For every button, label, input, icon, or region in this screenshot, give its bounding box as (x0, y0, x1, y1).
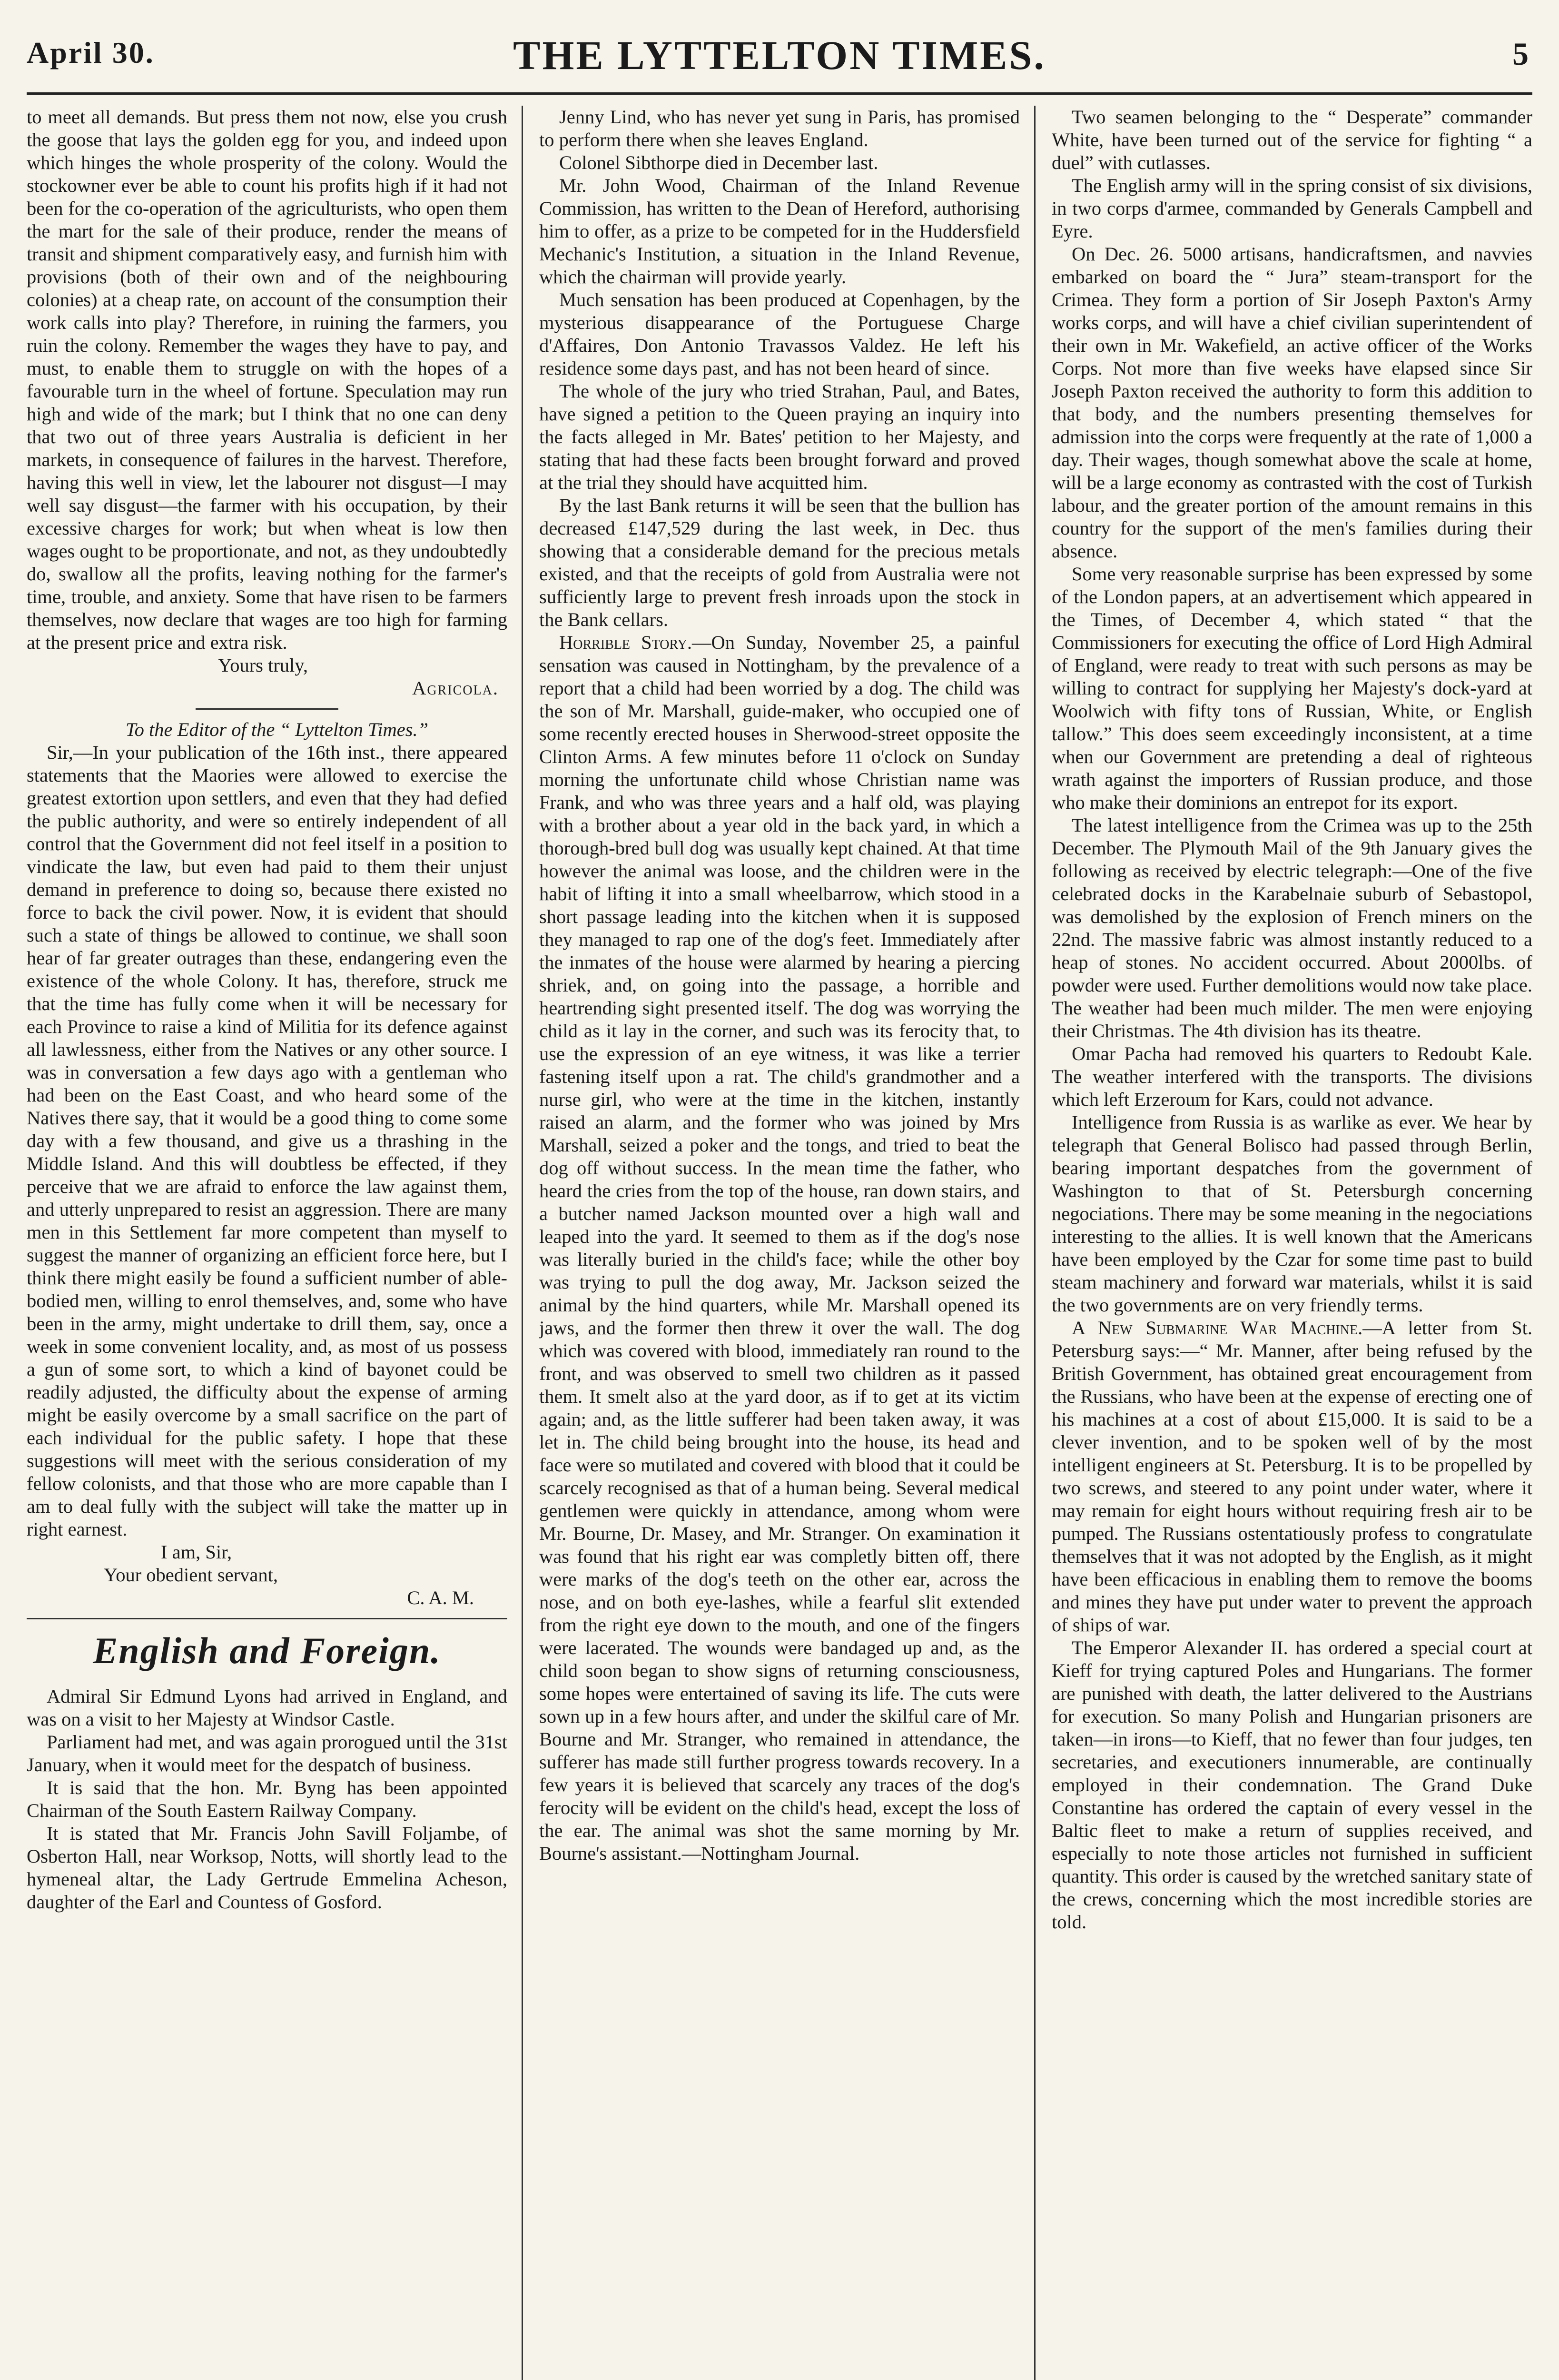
column-3 (1052, 106, 1532, 2380)
news-item: It is stated that Mr. Francis John Savill Foljambe, of Osberton Hall, near Worksop, Notts, will shortly lead to the hymeneal altar, the Lady Gertrude Emmelina Acheson, daughter of the Earl and Countess of Gosford. (27, 1823, 507, 1913)
story-heading: A New Submarine War Machine. (1072, 1317, 1363, 1339)
cam-closing: Your obedient servant, (104, 1564, 278, 1586)
news-item: Admiral Sir Edmund Lyons had arrived in England, and was on a visit to her Majesty at Windsor Castle. (27, 1686, 507, 1730)
column-2 (539, 106, 1020, 2380)
news-item: The Emperor Alexander II. has ordered a special court at Kieff for trying captured Poles and Hungarians. The former are punished with death, the latter delivered to the Austrians for execution. So many Polish and Hungarian prisoners are taken—in irons—to Kieff, that no fewer than four judges, ten secretaries, and executioners innumerable, are continually employed in their condemnation. The Grand Duke Constantine has ordered the captain of every vessel in the Baltic fleet to make a return of supplies received, and especially to note those articles not furnished in sufficient quantity. This order is caused by the wretched sanitary state of the crews, concerning which the most incredible stories are told. (1052, 1637, 1532, 1933)
cam-salutation: I am, Sir, (161, 1541, 232, 1563)
cam-letter: Sir,—In your publication of the 16th inst., there appeared statements that the Maories were allowed to exercise the greatest extortion upon settlers, and even that they had defied the public authority, and were so entirely independent of all control that the Government did not feel itself in a position to vindicate the law, but even had paid to them their unjust demand in preference to doing so, because there existed no force to back the civil power. Now, it is evident that should such a state of things be allowed to continue, we shall soon hear of far greater outrages than these, endangering even the existence of the whole Colony. It has, therefore, struck me that the time has fully come when it will be necessary for each Province to raise a kind of Militia for its defence against all lawlessness, either from the Natives or any other source. I was in conversation a few days ago with a gentleman who had been on the East Coast, and who heard some of the Natives there say, that it would be a good thing to come some day with a few thousand, and give us a thrashing in the Middle Island. And this will doubtless be effected, if they perceive that we are afraid to enforce the law against them, and utterly unprepared to resist an aggression. There are many men in this Settlement far more competent than myself to suggest the manner of organizing an efficient force here, but I think there might easily be found a sufficient number of able-bodied men, willing to enrol themselves, and, some who have been in the army, might undertake to drill them, say, once a week in some convenient locality, and, as most of us possess a gun of some sort, to which a kind of bayonet could be readily adjusted, the difficulty about the expense of arming might be easily overcome by a small sacrifice on the part of each individual for the public safety. I hope that these suggestions will meet with the serious consideration of my fellow colonists, and that those who are more capable than I am to deal fully with the subject will take the matter up in right earnest. (27, 742, 507, 1540)
column-rule-1 (522, 106, 523, 2380)
agricola-signature: Agricola. (412, 677, 499, 699)
page-number: 5 (1512, 36, 1529, 72)
issue-date: April 30. (27, 36, 155, 69)
news-item: Mr. John Wood, Chairman of the Inland Revenue Commission, has written to the Dean of Hereford, authorising him to offer, as a prize to be competed for in the Huddersfield Mechanic's Institution, a situation in the Inland Revenue, which the chairman will provide yearly. (539, 175, 1020, 288)
news-item: The latest intelligence from the Crimea was up to the 25th December. The Plymouth Mail of the 9th January gives the following as received by electric telegraph:—One of the five celebrated docks in the Karabelnaie suburb of Sebastopol, was demolished by the explosion of French miners on the 22nd. The massive fabric was almost instantly reduced to a heap of stones. No accident occurred. About 2000lbs. of powder were used. Further demolitions would now take place. The weather had been much milder. The men were enjoying their Christmas. The 4th division has its theatre. (1052, 814, 1532, 1041)
column-1 (27, 106, 507, 2380)
section-heading: English and Foreign. (93, 1630, 441, 1671)
agricola-letter-continuation: to meet all demands. But press them not now, else you crush the goose that lays the golden egg for you, and indeed upon which hinges the whole prosperity of the colony. Would the stockowner ever be able to count his profits high if it had not been for the co-operation of the agriculturists, who open them the mart for the sale of their produce, render the means of transit and shipment comparatively easy, and furnish him with provisions (both of their own and of the neighbouring colonies) at a cheap rate, on account of the consumption their work calls into play? Therefore, in ruining the farmers, you ruin the colony. Remember the wages they have to pay, and must, to enable them to struggle on with the hopes of a favourable turn in the wheel of fortune. Speculation may run high and wide of the mark; but I think that no one can deny that two out of three years Australia is deficient in her markets, in consequence of failures in the harvest. Therefore, having this well in view, let the labourer not disgust—I may well say disgust—the farmer with his occupation, by their excessive charges for work; but when wheat is low then wages ought to be proportionate, and not, as they undoubtedly do, swallow all the profits, leaving nothing for the farmer's time, trouble, and anxiety. Some that have risen to be farmers themselves, now declare that wages are too high for farming at the present price and extra risk. (27, 106, 507, 653)
news-item: By the last Bank returns it will be seen that the bullion has decreased £147,529 during the last week, in Dec. thus showing that a considerable demand for the precious metals existed, and that the receipts of gold from Australia were not sufficiently large to prevent fresh inroads upon the stock in the Bank cellars. (539, 495, 1020, 630)
news-item: Jenny Lind, who has never yet sung in Paris, has promised to perform there when she leaves England. (539, 106, 1020, 150)
news-item: Much sensation has been produced at Copenhagen, by the mysterious disappearance of the Portuguese Charge d'Affaires, Don Antonio Travassos Valdez. He left his residence some days past, and has not been heard of since. (539, 289, 1020, 379)
cam-signature: C. A. M. (407, 1587, 474, 1608)
news-item: The whole of the jury who tried Strahan, Paul, and Bates, have signed a petition to the Queen praying an inquiry into the facts alleged in Mr. Bates' petition to her Majesty, and stating that had these facts been brought forward and proved at the trial they should have acquitted him. (539, 380, 1020, 493)
story-body: —A letter from St. Petersburg says:—“ Mr. Manner, after being refused by the British Government, has obtained great encouragement from the Russians, who have been at the expense of erecting one of his machines at a cost of about £15,000. It is said to be a clever invention, and to be spoken well of by the most intelligent engineers at St. Petersburg. It is to be propelled by two screws, and steered to any point under water, where it may remain for eight hours without requiring fresh air to be pumped. The Russians ostentatiously profess to congratulate themselves that it was not adopted by the English, as it might have been efficacious in enabling them to remove the booms and mines they have put under water to prevent the approach of ships of war. (1052, 1317, 1532, 1636)
news-item: Some very reasonable surprise has been expressed by some of the London papers, at an advertisement which appeared in the Times, of December 4, which stated “ that the Commissioners for executing the office of Lord High Admiral of England, were ready to treat with such persons as may be willing to contract for supplying her Majesty's dock-yard at Woolwich with fifty tons of Russian, White, or English tallow.” This does seem exceedingly inconsistent, at a time when our Government are pretending a deal of righteous wrath against the importers of Russian produce, and those who make their dominions an entrepot for its export. (1052, 563, 1532, 813)
news-item: It is said that the hon. Mr. Byng has been appointed Chairman of the South Eastern Railway Company. (27, 1777, 507, 1821)
news-item: The English army will in the spring consist of six divisions, in two corps d'armee, commanded by Generals Campbell and Eyre. (1052, 175, 1532, 242)
news-item: Parliament had met, and was again prorogued until the 31st January, when it would meet for the despatch of business. (27, 1731, 507, 1775)
story-body: —On Sunday, November 25, a painful sensation was caused in Nottingham, by the prevalence of a report that a child had been worried by a dog. The child was the son of Mr. Marshall, guide-maker, who occupied one of some recently erected houses in Sherwood-street opposite the Clinton Arms. A few minutes before 11 o'clock on Sunday morning the unfortunate child whose Christian name was Frank, and who was three years and a half old, was playing with a brother about a year old in the back yard, in which a thorough-bred bull dog was usually kept chained. At that time however the animal was loose, and the children were in the habit of lifting it into a small wheelbarrow, which stood in a short passage leading into the kitchen when it is supposed they managed to rap one of the dog's feet. Immediately after the inmates of the house were alarmed by hearing a piercing shriek, and, on going into the passage, a horrible and heartrending sight presented itself. The dog was worrying the child as it lay in the corner, and such was its ferocity that, to use the expression of an eye witness, it was like a terrier fastening itself upon a rat. The child's grandmother and a nurse girl, who were at the time in the kitchen, instantly raised an alarm, and the former who was joined by Mrs Marshall, seized a poker and the tongs, and tried to beat the dog off without success. In the mean time the father, who heard the cries from the top of the house, ran down stairs, and a butcher named Jackson mounted over a high wall and leaped into the yard. It seemed to them as if the dog's nose was literally buried in the child's face; while the other boy was trying to pull the dog away, Mr. Jackson seized the animal by the hind quarters, while Mr. Marshall opened its jaws, and the former then threw it over the wall. The dog which was covered with blood, immediately ran round to the front, and was observed to smell two children as it passed them. It smelt also at the yard door, as if to get at its victim again; and, as the little sufferer had been taken away, it was let in. The child being brought into the house, its head and face were so mutilated and covered with blood that it could be scarcely recognised as that of a human being. Several medical gentlemen were quickly in attendance, among whom were Mr. Bourne, Dr. Masey, and Mr. Stranger. On examination it was found that his right ear was completly bitten off, there were marks of the dog's teeth on the other ear, across the nose, and on both eye-lashes, while a fearful slit extended from the right eye down to the mouth, and one of the fingers were lacerated. The wounds were bandaged up and, as the child soon began to show signs of returning consciousness, some hopes were entertained of saving its life. The cuts were sown up in a few hours after, and under the skilful care of Mr. Bourne and Mr. Stranger, who remained in attendance, the sufferer has made still further progress towards recovery. In a few years it is believed that scarcely any traces of the dog's ferocity will be evident on the child's head, except the loss of the ear. The animal was shot the same morning by Mr. Bourne's assistant.—Nottingham Journal. (539, 632, 1020, 1864)
agricola-closing: Yours truly, (218, 654, 308, 676)
news-item: Colonel Sibthorpe died in December last. (559, 152, 878, 173)
newspaper-title: THE LYTTELTON TIMES. (513, 32, 1046, 78)
separator (27, 1618, 507, 1619)
news-item-submarine (1052, 1317, 1532, 1636)
news-item-horrible-story (539, 631, 1020, 1865)
news-item: Intelligence from Russia is as warlike as ever. We hear by telegraph that General Bolisco had passed through Berlin, bearing important despatches from the government of Washington to that of St. Petersburgh concerning negociations. There may be some meaning in the negociations interesting to the allies. It is well known that the Americans have been employed by the Czar for some time past to build steam machinery and forward war materials, whilst it is said the two governments are on very friendly terms. (1052, 1111, 1532, 1316)
story-heading: Horrible Story. (559, 632, 692, 653)
news-item: On Dec. 26. 5000 artisans, handicraftsmen, and navvies embarked on board the “ Jura” steam-transport for the Crimea. They form a portion of Sir Joseph Paxton's Army works corps, and will have a chief civilian superintendent of their own in Mr. Wakefield, an active officer of the Works Corps. Not more than five weeks have elapsed since Sir Joseph Paxton received the authority to form this addition to that body, and the numbers presenting themselves for admission into the corps were frequently at the rate of 1,000 a day. Their wages, though somewhat above the scale at home, will be a large economy as contrasted with the cost of Turkish labour, and the greater portion of the amount remains in this country for the support of the men's families during their absence. (1052, 243, 1532, 562)
letter-heading: To the Editor of the “ Lyttelton Times.” (125, 719, 429, 740)
column-rule-2 (1034, 106, 1036, 2380)
separator (196, 708, 338, 710)
news-item: Omar Pacha had removed his quarters to Redoubt Kale. The weather interfered with the transports. The divisions which left Erzeroum for Kars, could not advance. (1052, 1043, 1532, 1110)
news-item: Two seamen belonging to the “ Desperate” commander White, have been turned out of the service for fighting “ a duel” with cutlasses. (1052, 106, 1532, 173)
masthead (27, 21, 1532, 95)
